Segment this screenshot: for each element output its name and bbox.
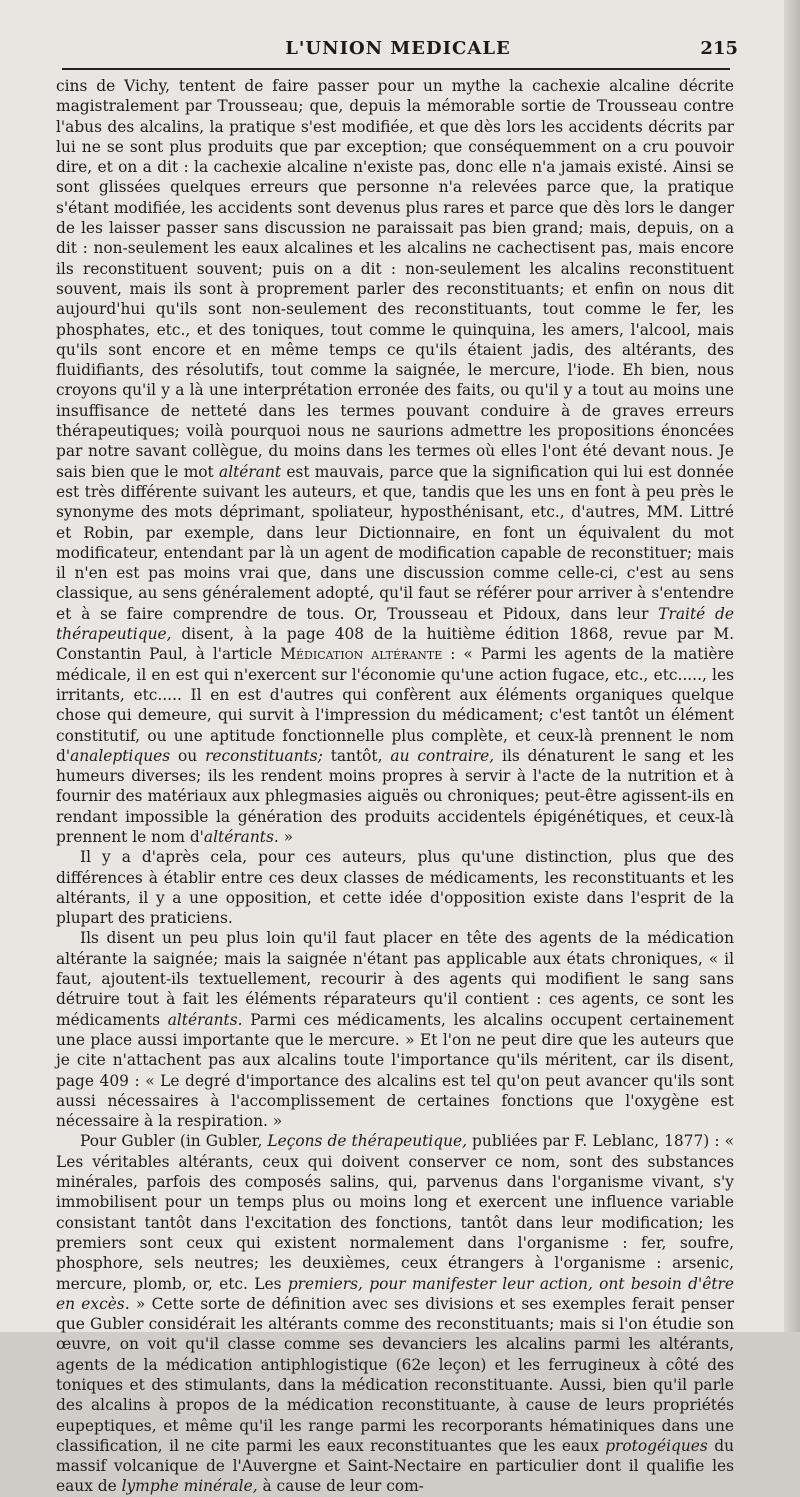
running-title: L'UNION MEDICALE [285,38,511,59]
text-run: » [278,827,294,846]
text-run: cins de Vichy, tentent de faire passer pour un mythe la cachexie alcaline décrite magistralement par Trousseau; que, depuis la mémorable sortie de Trousseau contre l'abus des alcalins, la pratique s'est modifiée, et que dès lors les accidents décrits par lui ne se sont plus produits que par exception; que conséquemment on a cru pouvoir dire, et on a dit : la cachexie alcaline n'existe pas, donc elle n'a jamais existé. Ainsi se sont glissées quelques erreurs que personne n'a relevées parce que, la pratique s'étant modifiée, les accidents sont devenus plus rares et parce que dès lors le danger de les laisser passer sans discussion ne paraissait pas bien grand; mais, depuis, on a dit : non-seulement les eaux alcalines et les alcalins ne cachectisent pas, mais encore ils reconstituent souvent; puis on a dit : non-seulement les alcalins reconstituent souvent, mais ils sont à proprement parler des reconstituants; et enfin on nous dit aujourd'hui qu'ils sont non-seulement des reconstituants, tout comme le fer, les phosphates, etc., et des toniques, tout comme le quinquina, les amers, l'alcool, mais qu'ils sont encore et en même temps ce qu'ils étaient jadis, des altérants, des fluidifiants, des résolutifs, tout comme la saignée, le mercure, l'iode. Eh bien, nous croyons qu'il y a là une interprétation erronée des faits, ou qu'il y a tout au moins une insuffisance de netteté dans les termes pouvant conduire à de graves erreurs thérapeutiques; voilà pourquoi nous ne saurions admettre les propositions énoncées par notre savant collègue, du moins dans les termes où elles l'ont été devant nous. Je sais bien que le mot [56,77,734,481]
text-run: tantôt, [322,746,391,765]
text-run: disent, à la page 408 de la huitième édition 1868, revue par M. Constantin Paul, à l'article [56,625,734,664]
text-run: Ils disent un peu plus loin qu'il faut placer en tête des agents de la médication altérante la saignée; mais la saignée n'étant pas applicable aux états chroniques, « il faut, ajoutent-ils textuellement, recourir à des agents qui modifient le sang sans détruire tout à fait les éléments réparateurs qu'il contient : ces agents, ce sont les médicaments [56,929,734,1029]
small-caps-text: Médication altérante [280,645,443,664]
italic-text: altérants. [167,1010,243,1029]
text-run: du massif volcanique de l'Auvergne et Saint-Nectaire en particulier dont il qualifie les eaux de [56,1436,734,1496]
text-run: Il y a d'après cela, pour ces auteurs, plus qu'une distinction, plus que des différences à établir entre ces deux classes de médicaments, les reconstituants et les altérants, il y a une opposition, et cette idée d'opposition existe dans l'esprit de la plupart des praticiens. [56,848,734,928]
paragraph [56,76,734,847]
italic-text: altérants. [203,827,279,846]
header-rule [62,68,730,70]
page-number: 215 [700,38,738,59]
paragraph [56,1131,734,1496]
italic-text: altérant [219,462,282,481]
italic-text: lymphe minérale, [121,1477,258,1496]
italic-text: Leçons de thérapeutique, [267,1132,467,1151]
text-run: est mauvais, parce que la signification qui lui est donnée est très différente suivant les auteurs, et que, tandis que les uns en font à peu près le synonyme des mots déprimant, spoliateur, hyposthénisant, etc., d'autres, MM. Littré et Robin, par exemple, dans leur Dictionnaire, en font un équivalent du mot modificateur, entendant par là un agent de modification capable de reconstituer; mais il n'en est pas moins vrai que, dans une discussion comme celle-ci, c'est au sens classique, au sens généralement adopté, qu'il faut se référer pour arriver à s'entendre et à se faire comprendre de tous. Or, Trousseau et Pidoux, dans leur [56,462,734,623]
text-run: : « Parmi les agents de la matière médicale, il en est qui n'exercent sur l'économie qu'une action fugace, etc., etc....., les irritants, etc..... Il en est d'autres qui confèrent aux éléments organiques quelque chose qui demeure, qui survit à l'impression du médicament; c'est tantôt un élément constitutif, ou une aptitude fonctionnelle plus complète, et ceux-là prennent le nom d' [56,645,734,765]
italic-text: analeptiques [70,746,171,765]
italic-text: premiers, pour manifester leur action, ont besoin d'être en excès. [56,1274,734,1313]
italic-text: protogéiques [605,1436,708,1455]
page-header [58,30,738,66]
text-run: Parmi ces médicaments, les alcalins occupent certainement une place aussi importante que le mercure. » Et l'on ne peut dire que les auteurs que je cite n'attachent pas aux alcalins toute l'importance qu'ils méritent, car ils disent, page 409 : « Le degré d'importance des alcalins est tel qu'on peut avancer qu'ils sont aussi nécessaires à l'accomplissement de certaines fonctions que l'oxygène est nécessaire à la respiration. » [56,1010,734,1131]
text-run: ils dénaturent le sang et les humeurs diverses; ils les rendent moins propres à servir à l'acte de la nutrition et à fournir des matériaux aux phlegmasies aiguës ou chroniques; peut-être agissent-ils en rendant impossible la génération des produits accidentels épigénétiques, et ceux-là prennent le nom d' [56,746,735,846]
text-run: à cause de leur com- [257,1477,424,1496]
italic-text: Traité de thérapeutique, [56,604,734,644]
text-run: ou [170,746,206,765]
text-run: » Cette sorte de définition avec ses divisions et ses exemples ferait penser que Gubler considérait les altérants comme des reconstituants; mais si l'on étudie son œuvre, on voit qu'il classe comme ses devanciers les alcalins parmi les altérants, agents de la médication antiphlogistique (62e leçon) et les ferrugineux à côté des toniques et des stimulants, dans la médication reconstituante. Aussi, bien qu'il parle des alcalins à propos de la médication reconstituante, à cause de leurs propriétés eupeptiques, et même qu'il les range parmi les recorporants hématiniques dans une classification, il ne cite parmi les eaux reconstituantes que les eaux [56,1294,735,1455]
text-run: Pour Gubler (in Gubler, [80,1132,268,1151]
text-run: publiées par F. Leblanc, 1877) : « Les véritables altérants, ceux qui doivent conserver ce nom, sont des substances minérales, parfois des composés salins, qui, parvenus dans l'organisme vivant, s'y immobilisent pour un temps plus ou moins long et exercent une influence variable consistant tantôt dans l'excitation des fonctions, tantôt dans leur modification; les premiers sont ceux qui existent normalement dans l'organisme : fer, soufre, phosphore, sels neutres; les deuxièmes, ceux étrangers à l'organisme : arsenic, mercure, plomb, or, etc. Les [56,1132,734,1293]
italic-text: reconstituants; [205,746,323,765]
paragraph [56,847,734,928]
italic-text: au contraire, [390,746,495,765]
paragraph [56,928,734,1131]
body-text [56,76,734,1497]
